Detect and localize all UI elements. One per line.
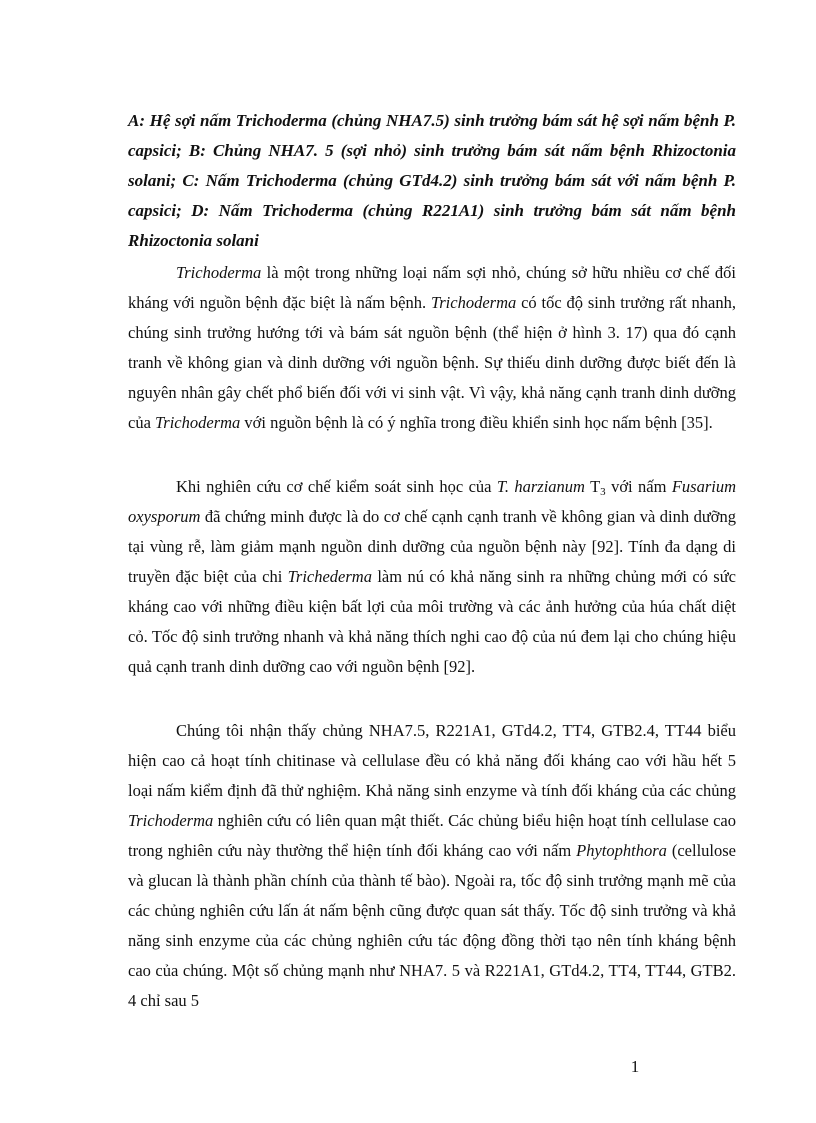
species-name: Trichoderma [128,811,214,830]
paragraph-1 [128,258,736,438]
text-run: nghiên cứu có liên quan mật thiết. Các chủng biểu hiện hoạt tính cellulase cao trong nghiên cứu này thường thể hiện tính đối kháng cao với nấm [128,811,736,860]
text-run: đã chứng minh được là do cơ chế cạnh cạnh tranh về không gian và dinh dưỡng tại vùng rễ, làm giảm mạnh nguồn dinh dưỡng của nguồn bệnh này [92]. Tính đa dạng di truyền đặc biệt của chi [128,507,736,586]
species-name: Trichoderma [430,293,517,312]
species-name: Fusarium oxysporum [128,477,737,526]
text-run: có tốc độ sinh trưởng rất nhanh, chúng sinh trưởng hướng tới và bám sát nguồn bệnh (thể hiện ở hình 3. 17) qua đó cạnh tranh về không gian và dinh dưỡng với nguồn bệnh. Sự thiếu dinh dưỡng được biết đến là nguyên nhân gây chết phổ biến đối với vi sinh vật. Vì vậy, khả năng cạnh tranh dinh dưỡng của [128,293,737,432]
text-run: với nấm [605,477,672,496]
species-name: Trichederma [287,567,372,586]
text-run: làm nú có khả năng sinh ra những chủng mới có sức kháng cao với những điều kiện bất lợi của môi trường và các ảnh hưởng của húa chất diệt cỏ. Tốc độ sinh trưởng nhanh và khả năng thích nghi cao độ của nú đem lại cho chúng hiệu quả cạnh tranh dinh dưỡng cao với nguồn bệnh [92]. [128,567,736,676]
paragraph-3 [128,716,736,1016]
text-run: (cellulose và glucan là thành phần chính của thành tế bào). Ngoài ra, tốc độ sinh trưởng mạnh mẽ của các chủng nghiên cứu lấn át nấm bệnh cũng được quan sát thấy. Tốc độ sinh trưởng và khả năng sinh enzyme của các chủng nghiên cứu tác động đồng thời tạo nên tính kháng bệnh cao của chúng. Một số chủng mạnh như NHA7. 5 và R221A1, GTd4.2, TT4, TT44, GTB2. 4 chỉ sau 5 [128,841,736,1010]
text-run: với nguồn bệnh là có ý nghĩa trong điều khiển sinh học nấm bệnh [35]. [240,413,713,432]
paragraph-2 [128,472,736,682]
text-run: Chúng tôi nhận thấy chủng NHA7.5, R221A1, GTd4.2, TT4, GTB2.4, TT44 biểu hiện cao cả hoạt tính chitinase và cellulase đều có khả năng đối kháng cao với hầu hết 5 loại nấm kiểm định đã thử nghiệm. Khả năng sinh enzyme và tính đối kháng của các chủng [128,721,736,800]
figure-caption: A: Hệ sợi nấm Trichoderma (chủng NHA7.5) sinh trưởng bám sát hệ sợi nấm bệnh P. capsici; B: Chủng NHA7. 5 (sợi nhỏ) sinh trưởng bám sát nấm bệnh Rhizoctonia solani; C: Nấm Trichoderma (chủng GTd4.2) sinh trưởng bám sát với nấm bệnh P. capsici; D: Nấm Trichoderma (chủng R221A1) sinh trưởng bám sát nấm bệnh Rhizoctonia solani [128,111,736,250]
species-name: Trichoderma [155,413,241,432]
page-number: 1 [630,1057,640,1076]
text-run: Khi nghiên cứu cơ chế kiểm soát sinh học của [176,477,497,496]
species-name: Trichoderma [176,263,262,282]
species-name: T. harzianum [496,477,585,496]
text-run: T [584,477,601,496]
species-name: Phytophthora [576,841,667,860]
text-run: là một trong những loại nấm sợi nhỏ, chúng sở hữu nhiều cơ chế đối kháng với nguồn bệnh đặc biệt là nấm bệnh. [128,263,736,312]
subscript: 3 [600,486,606,498]
